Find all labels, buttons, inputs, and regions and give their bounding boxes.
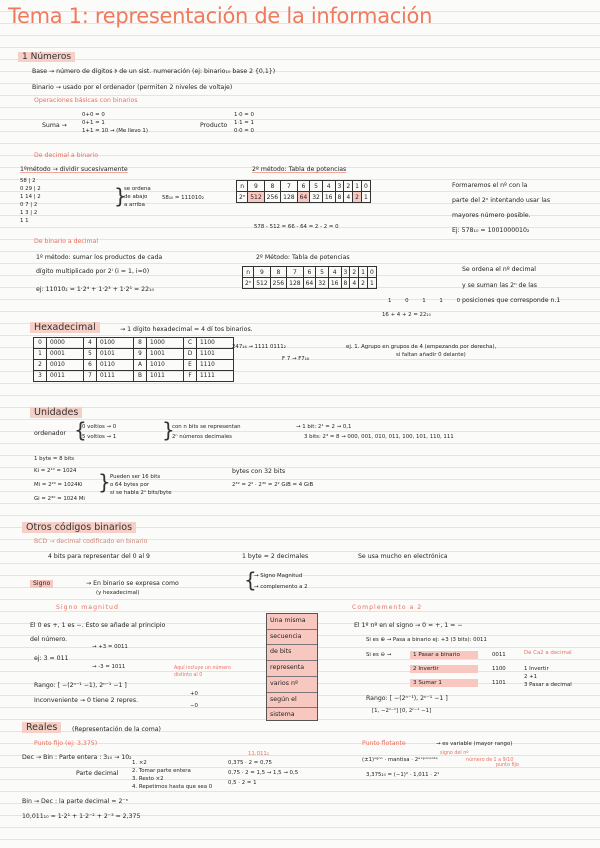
box-line: según el bbox=[267, 693, 317, 709]
ca2-side-1: De Ca2 a decimal bbox=[524, 650, 572, 656]
unidades-heading: Unidades bbox=[30, 407, 82, 418]
bin-dec-m1-title: 1º método: sumar los productos de cada bbox=[36, 254, 163, 261]
punto-fijo-heading: Punto fijo (ej: 3,375) bbox=[34, 740, 98, 747]
signo-mag-neg: → -3 = 1011 bbox=[92, 664, 126, 670]
ca2-line1: El 1º nº en el signo → 0 = +, 1 = − bbox=[354, 622, 463, 629]
units-note-3: si se habla 2ⁿ bits/byte bbox=[110, 490, 172, 496]
powers-table-2 bbox=[242, 266, 377, 289]
float-annot-1: signo del nº bbox=[440, 751, 469, 756]
table-cell: n bbox=[237, 181, 248, 192]
units-note-1: Pueden ser 16 bits bbox=[110, 474, 161, 480]
bits-0v: 0 voltios → 0 bbox=[82, 424, 117, 430]
hexa-note: ej. 1. Agrupo en grupos de 4 (empezando por derecha), bbox=[346, 344, 497, 350]
table-cell: 1100 bbox=[197, 338, 234, 349]
bcd-use: Se usa mucho en electrónica bbox=[358, 553, 448, 560]
ca2-step-1: 1 Pasar a binario bbox=[410, 651, 478, 659]
table-cell: 2 bbox=[350, 267, 359, 278]
table-cell: 128 bbox=[281, 192, 297, 203]
table-cell: 9 bbox=[254, 267, 270, 278]
suma-label: Suma → bbox=[42, 122, 67, 129]
bin-dec-m1-example: ej: 11010₂ = 1·2⁴ + 1·2³ + 1·2¹ = 22₁₀ bbox=[36, 286, 155, 293]
signo-mag-line2: del número. bbox=[30, 636, 68, 643]
table-cell: 0100 bbox=[97, 338, 134, 349]
table-cell: 5 bbox=[84, 349, 97, 360]
ca2-line2: Si es ⊕ → Pasa a binario ej: +3 (3 bits): 0011 bbox=[366, 637, 487, 643]
ca2-step-3: 3 Sumar 1 bbox=[410, 679, 478, 687]
bin-dec-decimal-example: 10,011₁₀ = 1·2¹ + 1·2⁻² + 2⁻³ = 2,375 bbox=[22, 813, 141, 820]
division-line-3: 1 14 | 2 bbox=[20, 194, 41, 200]
ca2-line3: Si es ⊖ → bbox=[366, 652, 392, 658]
pd-calc-1: 0,375 · 2 = 0,75 bbox=[228, 760, 272, 766]
producto-line-2: 1·1 = 1 bbox=[234, 120, 254, 126]
m2-example: Ej: 578₁₀ = 1001000010₂ bbox=[452, 227, 530, 234]
order-note-2: de abajo bbox=[124, 194, 148, 200]
reales-sub: (Representación de la coma) bbox=[72, 726, 161, 733]
brace: } bbox=[162, 418, 175, 442]
dec-bin-m2-calc: 578 - 512 = 66 - 64 = 2 - 2 = 0 bbox=[254, 224, 339, 230]
gibi-line: Gi = 2³⁰ = 1024 Mi bbox=[34, 496, 85, 502]
table-cell: 16 bbox=[322, 192, 335, 203]
signo-mag-line1: El 0 es +, 1 es −. Esto se añade al principio bbox=[30, 622, 166, 629]
table-cell: 1 bbox=[367, 278, 376, 289]
brace: } bbox=[98, 470, 111, 494]
table-cell: 512 bbox=[248, 192, 264, 203]
signo-mag-ej: ej: 3 = 011 bbox=[34, 655, 69, 662]
ops-heading: Operaciones básicas con binarios bbox=[34, 97, 138, 104]
table-cell: 2 bbox=[359, 278, 368, 289]
table-row bbox=[34, 338, 234, 349]
table-cell: 4 bbox=[322, 181, 335, 192]
table-cell: 2 bbox=[353, 192, 362, 203]
table-cell: 8 bbox=[270, 267, 286, 278]
punto-flotante-heading: Punto flotante bbox=[362, 740, 406, 747]
box-line: Una misma bbox=[267, 614, 317, 630]
producto-label: Producto bbox=[200, 122, 228, 129]
producto-line-1: 1·0 = 0 bbox=[234, 112, 254, 118]
table-cell: 16 bbox=[328, 278, 341, 289]
signo-opt-1: → Signo Magnitud bbox=[254, 573, 303, 579]
table-cell: 0000 bbox=[47, 338, 84, 349]
table-cell: 0110 bbox=[97, 360, 134, 371]
table-cell: 4 bbox=[350, 278, 359, 289]
float-formula: (±1)ˢᵍⁿᵒ · mantisa · 2ᵉˣᵖᵒⁿᵉⁿᵗᵉ bbox=[362, 757, 438, 763]
table-cell: 1111 bbox=[197, 371, 234, 382]
table-row bbox=[34, 371, 234, 382]
division-line-1: 58 | 2 bbox=[20, 178, 36, 184]
pd-step-3: 3. Resto ×2 bbox=[132, 776, 164, 782]
order-note-3: a arriba bbox=[124, 202, 145, 208]
kibi-line: Ki = 2¹⁰ = 1024 bbox=[34, 468, 77, 474]
table-cell: 128 bbox=[287, 278, 303, 289]
brace: } bbox=[114, 184, 127, 208]
table-cell: 256 bbox=[264, 192, 280, 203]
table-cell: 2ⁿ bbox=[237, 192, 248, 203]
box-line: secuencia bbox=[267, 630, 317, 646]
ca2-step-2: 2 Invertir bbox=[410, 665, 478, 673]
float-annot-2: número de 1 a 9/10 bbox=[466, 758, 514, 763]
signo-opt-2: → complemento a 2 bbox=[254, 584, 308, 590]
table-cell: 7 bbox=[281, 181, 297, 192]
ca2-side-4: 3 Pasar a decimal bbox=[524, 682, 572, 688]
bcd-line: 4 bits para representar del 0 al 9 bbox=[48, 553, 150, 560]
punto-flotante-note: → es variable (mayor rango) bbox=[436, 741, 513, 747]
m2-explain-3: mayores número posible. bbox=[452, 212, 531, 219]
table-cell: 2 bbox=[34, 360, 47, 371]
table-cell: 64 bbox=[297, 192, 310, 203]
pd-result: 11.011₂ bbox=[248, 751, 270, 757]
ca2-val-2: 1100 bbox=[492, 666, 506, 672]
pd-calc-2: 0,75 · 2 = 1,5 → 1,5 → 0,5 bbox=[228, 770, 299, 776]
table-cell: 6 bbox=[297, 181, 310, 192]
table-cell: 0 bbox=[34, 338, 47, 349]
ca2-rango2: [1, −2ⁿ⁻¹] [0, 2ⁿ⁻¹ −1] bbox=[372, 708, 432, 714]
table-cell: 6 bbox=[303, 267, 316, 278]
otros-heading: Otros códigos binarios bbox=[22, 522, 136, 533]
signo-text: → En binario se expresa como bbox=[86, 580, 179, 587]
table-cell: 1 bbox=[353, 181, 362, 192]
table-cell: 8 bbox=[335, 192, 344, 203]
table-cell: 7 bbox=[287, 267, 303, 278]
n-bits-2: 2ⁿ números decimales bbox=[172, 434, 232, 440]
bin-dec-explain-2: y se suman las 2ⁿ de las bbox=[462, 282, 537, 289]
table-cell: C bbox=[184, 338, 197, 349]
dec-bin-m1-title: 1ºmétodo → dividir sucesivamente bbox=[20, 166, 128, 173]
table-cell: 9 bbox=[134, 349, 147, 360]
table-cell: 32 bbox=[310, 192, 323, 203]
table-cell: 6 bbox=[84, 360, 97, 371]
signo-mag-pos: → +3 = 0011 bbox=[92, 644, 128, 650]
table-cell: 2ⁿ bbox=[243, 278, 254, 289]
pd-step-1: 1. ×2 bbox=[132, 760, 147, 766]
base-definition: Base → número de dígitos 𝔡 de un sist. numeración (ej: binario₁₀ base 2 {0,1}) bbox=[32, 68, 276, 75]
table-cell: A bbox=[134, 360, 147, 371]
bin-dec-heading: De binario a decimal bbox=[34, 238, 99, 245]
table-cell: 0011 bbox=[47, 371, 84, 382]
float-example: 3,375₁₀ = (−1)⁰ · 1,011 · 2¹ bbox=[366, 772, 440, 778]
dec-bin-heading: De decimal a binario bbox=[34, 152, 99, 159]
section-numeros-heading: 1 Números bbox=[18, 52, 75, 62]
bin-dec-decimal: Bin → Dec : la parte decimal = 2⁻ⁿ bbox=[22, 798, 129, 805]
table-row bbox=[34, 349, 234, 360]
bits-5v: 5 voltios → 1 bbox=[82, 434, 117, 440]
bin-dec-sum: 16 + 4 + 2 = 22₁₀ bbox=[382, 312, 431, 318]
table-cell: 512 bbox=[254, 278, 270, 289]
powers-table-1 bbox=[236, 180, 371, 203]
table-cell: 1110 bbox=[197, 360, 234, 371]
table-cell: 256 bbox=[270, 278, 286, 289]
table-cell: 1010 bbox=[147, 360, 184, 371]
m2-explain-1: Formaremos el nº con la bbox=[452, 182, 528, 189]
parte-decimal-label: Parte decimal bbox=[76, 770, 119, 777]
table-cell: D bbox=[184, 349, 197, 360]
reales-heading: Reales bbox=[22, 722, 61, 733]
bytes32b: 2³² = 2² · 2³⁰ = 2² GiB = 4 GiB bbox=[232, 482, 314, 488]
hexa-heading: Hexadecimal bbox=[30, 322, 100, 333]
table-cell: 0 bbox=[361, 181, 370, 192]
ca2-val-3: 1101 bbox=[492, 680, 506, 686]
table-cell: 1101 bbox=[197, 349, 234, 360]
sequence-note-box bbox=[266, 613, 318, 721]
table-cell: E bbox=[184, 360, 197, 371]
table-cell: 8 bbox=[264, 181, 280, 192]
binario-definition: Binario → usado por el ordenador (permiten 2 niveles de voltaje) bbox=[32, 84, 233, 91]
mebi-line: Mi = 2²⁰ = 1024Ki bbox=[34, 482, 83, 488]
byte-line: 1 byte = 8 bits bbox=[34, 456, 75, 462]
table-cell: 1001 bbox=[147, 349, 184, 360]
table-cell: 2 bbox=[344, 181, 353, 192]
suma-line-2: 0+1 = 1 bbox=[82, 120, 105, 126]
units-note-2: o 64 bytes por bbox=[110, 482, 150, 488]
hexa-example2: F 7 → F7₁₆ bbox=[282, 356, 310, 362]
signo-label: Signo bbox=[30, 580, 53, 588]
table-cell: 8 bbox=[341, 278, 350, 289]
table-cell: 4 bbox=[328, 267, 341, 278]
table-cell: 3 bbox=[34, 371, 47, 382]
suma-line-3: 1+1 = 10 → (Me llevo 1) bbox=[82, 128, 148, 134]
dec-bin-m1-result: 58₁₀ = 111010₂ bbox=[162, 195, 204, 201]
table-cell: 7 bbox=[84, 371, 97, 382]
bcd-byte: 1 byte = 2 decimales bbox=[242, 553, 309, 560]
table-cell: 1000 bbox=[147, 338, 184, 349]
ca2-rango: Rango: [ −(2ⁿ⁻¹), 2ⁿ⁻¹ −1 ] bbox=[366, 695, 448, 702]
signo-mag-rango: Rango: [ −(2ⁿ⁻¹ −1), 2ⁿ⁻¹ −1 ] bbox=[34, 682, 127, 689]
ca2-heading: Complemento a 2 bbox=[352, 604, 423, 611]
division-line-4: 0 7 | 2 bbox=[20, 202, 38, 208]
box-line: sistema bbox=[270, 711, 295, 719]
bytes32: bytes con 32 bits bbox=[232, 468, 286, 475]
order-note-1: se ordena bbox=[124, 186, 151, 192]
hexa-intro: → 1 dígito hexadecimal = 4 dí tos binarios. bbox=[120, 326, 253, 333]
producto-line-3: 0·0 = 0 bbox=[234, 128, 254, 134]
box-line: de bits bbox=[267, 645, 317, 661]
hexa-example: 247₁₆ → 1111 0111₂ bbox=[232, 344, 286, 350]
signo-mag-minus0: −0 bbox=[190, 703, 198, 709]
box-line: representa bbox=[267, 661, 317, 677]
bin-dec-explain-3: posiciones que corresponde n.1 bbox=[462, 297, 561, 304]
dec-bin-parte-entera: Dec → Bin : Parte entera : 3₁₀ → 10₂ bbox=[22, 754, 132, 761]
bin-dec-m2-title: 2º Método: Tabla de potencias bbox=[256, 254, 350, 261]
signo-mag-heading: Signo magnitud bbox=[56, 604, 119, 611]
table-cell: B bbox=[134, 371, 147, 382]
float-annot-3: punto fijo bbox=[496, 763, 519, 768]
brace: { bbox=[244, 568, 257, 592]
bin-dec-m1-title2: dígito multiplicado por 2ⁱ (i = 1, i=0) bbox=[36, 268, 150, 275]
table-cell: 8 bbox=[134, 338, 147, 349]
table-cell: 3 bbox=[335, 181, 344, 192]
pd-step-4: 4. Repetimos hasta que sea 0 bbox=[132, 784, 213, 790]
table-cell: 3 bbox=[341, 267, 350, 278]
table-cell: 9 bbox=[248, 181, 264, 192]
table-cell: n bbox=[243, 267, 254, 278]
ca2-val-1: 0011 bbox=[492, 652, 506, 658]
ca2-side-3: 2 +1 bbox=[524, 674, 538, 680]
table-cell: 1 bbox=[34, 349, 47, 360]
table-cell: 5 bbox=[316, 267, 329, 278]
bcd-def: BCD → decimal codificado en binario bbox=[34, 538, 148, 545]
table-cell: 0101 bbox=[97, 349, 134, 360]
table-cell: 0111 bbox=[97, 371, 134, 382]
pd-step-2: 2. Tomar parte entera bbox=[132, 768, 191, 774]
suma-line-1: 0+0 = 0 bbox=[82, 112, 105, 118]
n-bits-1: con n bits se representan bbox=[172, 424, 241, 430]
page-title: Tema 1: representación de la información bbox=[8, 4, 433, 28]
table-cell: 4 bbox=[344, 192, 353, 203]
table-cell: 32 bbox=[316, 278, 329, 289]
ca2-side-2: 1 Invertir bbox=[524, 666, 549, 672]
signo-mag-note: Aquí incluye un número distinto al 0 bbox=[174, 666, 231, 678]
table-row bbox=[34, 360, 234, 371]
m2-explain-2: parte del 2ⁿ intentando usar las bbox=[452, 197, 551, 204]
table-cell: 0010 bbox=[47, 360, 84, 371]
unidades-ex2: 3 bits: 2³ = 8 → 000, 001, 010, 011, 100, 101, 110, 111 bbox=[304, 434, 454, 440]
signo-mag-plus0: +0 bbox=[190, 691, 198, 697]
signo-mag-inconv: Inconveniente → 0 tiene 2 repres. bbox=[34, 697, 139, 704]
ordenador-label: ordenador bbox=[34, 430, 66, 437]
table-cell: F bbox=[184, 371, 197, 382]
division-line-2: 0 29 | 2 bbox=[20, 186, 41, 192]
bin-dec-bits: 1 0 1 1 0 bbox=[388, 298, 467, 304]
division-line-5: 1 3 | 2 bbox=[20, 210, 38, 216]
box-line: varios nº bbox=[267, 677, 317, 693]
hexa-table bbox=[33, 337, 234, 382]
brace: { bbox=[74, 418, 87, 442]
pd-calc-3: 0,5 · 2 = 1 bbox=[228, 780, 257, 786]
bin-dec-explain-1: Se ordena el nº decimal bbox=[462, 266, 537, 273]
division-line-6: 1 1 bbox=[20, 218, 29, 224]
table-cell: 1 bbox=[359, 267, 368, 278]
table-cell: 0 bbox=[367, 267, 376, 278]
hexa-note2: si faltan añadir 0 delante) bbox=[396, 352, 466, 358]
dec-bin-m2-title: 2º método: Tabla de potencias bbox=[252, 166, 347, 173]
table-cell: 4 bbox=[84, 338, 97, 349]
unidades-ex1: → 1 bit: 2¹ = 2 → 0,1 bbox=[296, 424, 352, 430]
table-cell: 64 bbox=[303, 278, 316, 289]
table-cell: 0001 bbox=[47, 349, 84, 360]
table-cell: 1011 bbox=[147, 371, 184, 382]
table-cell: 1 bbox=[361, 192, 370, 203]
signo-text2: (y hexadecimal) bbox=[96, 590, 140, 596]
table-cell: 5 bbox=[310, 181, 323, 192]
